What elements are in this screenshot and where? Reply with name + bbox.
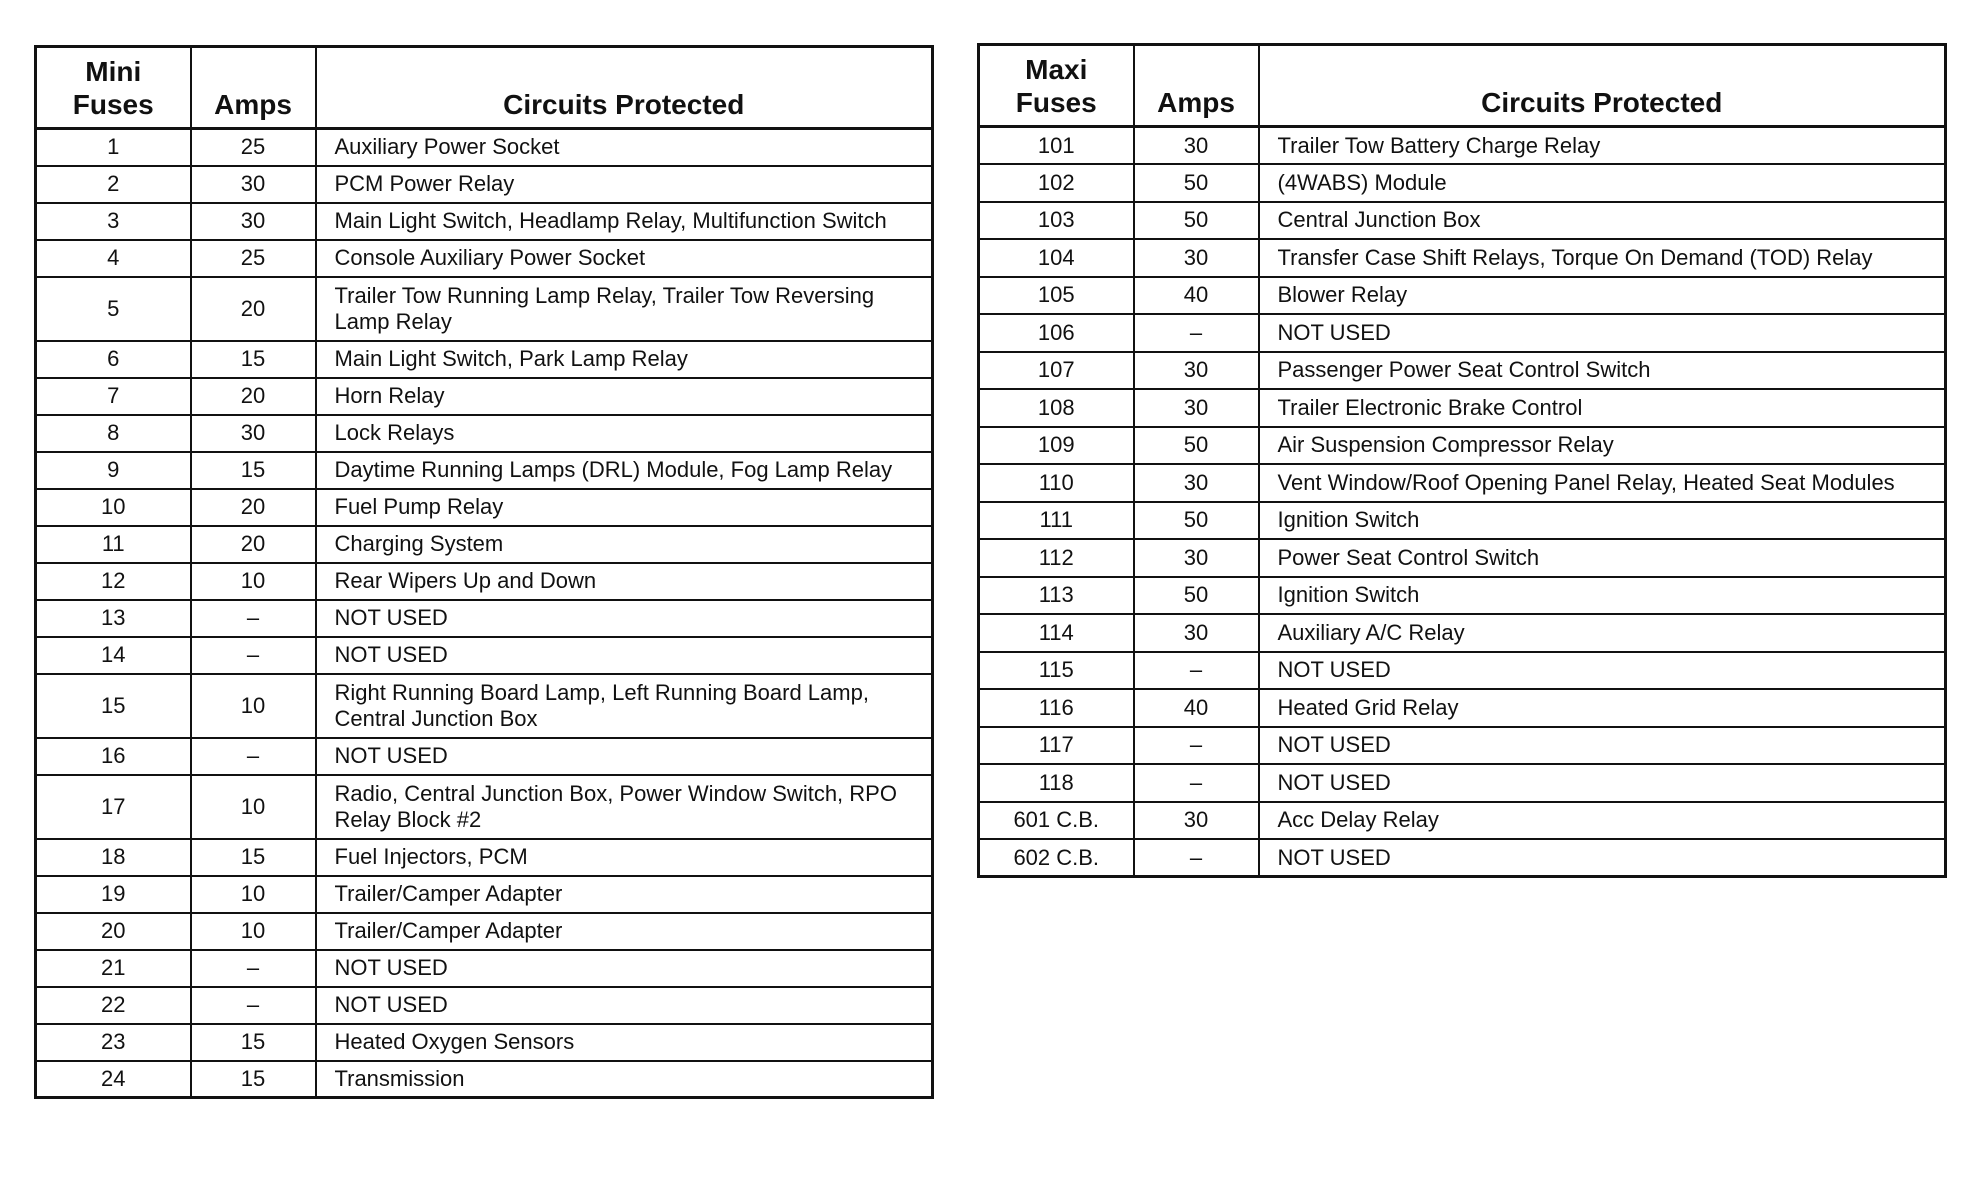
fuse-number-cell: 21	[36, 950, 191, 987]
amps-cell: 10	[191, 674, 316, 738]
amps-cell: –	[191, 950, 316, 987]
amps-cell: –	[191, 987, 316, 1024]
table-row	[979, 164, 1946, 202]
amps-cell: –	[1134, 314, 1259, 352]
fuse-number-cell: 11	[36, 526, 191, 563]
amps-cell: –	[191, 738, 316, 775]
table-row	[979, 764, 1946, 802]
table-row	[979, 202, 1946, 240]
table-row	[36, 876, 933, 913]
circuit-cell: Fuel Pump Relay	[316, 489, 933, 526]
amps-cell: –	[191, 637, 316, 674]
fuse-number-cell: 4	[36, 240, 191, 277]
circuit-cell: NOT USED	[316, 738, 933, 775]
table-row	[36, 839, 933, 876]
amps-cell: 10	[191, 876, 316, 913]
circuit-cell: Trailer/Camper Adapter	[316, 876, 933, 913]
fuse-number-cell: 112	[979, 539, 1134, 577]
fuse-number-cell: 116	[979, 689, 1134, 727]
amps-cell: 30	[1134, 239, 1259, 277]
fuse-number-cell: 106	[979, 314, 1134, 352]
table-row	[36, 166, 933, 203]
amps-cell: 30	[191, 203, 316, 240]
amps-cell: 10	[191, 563, 316, 600]
fuse-number-cell: 18	[36, 839, 191, 876]
amps-cell: 30	[1134, 389, 1259, 427]
amps-cell: 30	[191, 166, 316, 203]
fuse-number-cell: 23	[36, 1024, 191, 1061]
fuse-number-cell: 24	[36, 1061, 191, 1098]
column-header-fuses: Mini Fuses	[36, 47, 191, 129]
fuse-number-cell: 6	[36, 341, 191, 378]
fuse-number-cell: 14	[36, 637, 191, 674]
table-row	[36, 563, 933, 600]
circuit-cell: NOT USED	[316, 950, 933, 987]
table-row	[36, 637, 933, 674]
table-row	[979, 427, 1946, 465]
table-row	[979, 614, 1946, 652]
fuse-number-cell: 601 C.B.	[979, 802, 1134, 840]
column-header-fuses: Maxi Fuses	[979, 45, 1134, 127]
circuit-cell: Transmission	[316, 1061, 933, 1098]
circuit-cell: Trailer Electronic Brake Control	[1259, 389, 1946, 427]
table-row	[36, 452, 933, 489]
table-row	[979, 127, 1946, 165]
circuit-cell: Ignition Switch	[1259, 577, 1946, 615]
amps-cell: 30	[1134, 127, 1259, 165]
circuit-cell: (4WABS) Module	[1259, 164, 1946, 202]
fuse-number-cell: 107	[979, 352, 1134, 390]
amps-cell: 20	[191, 526, 316, 563]
circuit-cell: Power Seat Control Switch	[1259, 539, 1946, 577]
table-row	[36, 378, 933, 415]
circuit-cell: Trailer/Camper Adapter	[316, 913, 933, 950]
table-row	[979, 689, 1946, 727]
circuit-cell: Right Running Board Lamp, Left Running Board Lamp, Central Junction Box	[316, 674, 933, 738]
table-row	[36, 674, 933, 738]
amps-cell: 30	[1134, 802, 1259, 840]
table-row	[36, 775, 933, 839]
table-row	[979, 839, 1946, 877]
amps-cell: 50	[1134, 427, 1259, 465]
circuit-cell: Trailer Tow Running Lamp Relay, Trailer Tow Reversing Lamp Relay	[316, 277, 933, 341]
table-header-row	[36, 47, 933, 129]
table-row	[36, 277, 933, 341]
column-header-circuits: Circuits Protected	[1259, 45, 1946, 127]
table-row	[36, 950, 933, 987]
table-header-row	[979, 45, 1946, 127]
amps-cell: 30	[1134, 352, 1259, 390]
amps-cell: –	[1134, 727, 1259, 765]
amps-cell: 25	[191, 240, 316, 277]
table-row	[36, 1024, 933, 1061]
amps-cell: 40	[1134, 277, 1259, 315]
circuit-cell: Air Suspension Compressor Relay	[1259, 427, 1946, 465]
fuse-number-cell: 108	[979, 389, 1134, 427]
fuse-number-cell: 7	[36, 378, 191, 415]
table-row	[36, 489, 933, 526]
table-row	[979, 577, 1946, 615]
circuit-cell: Charging System	[316, 526, 933, 563]
fuse-number-cell: 10	[36, 489, 191, 526]
table-row	[36, 738, 933, 775]
circuit-cell: Heated Grid Relay	[1259, 689, 1946, 727]
table-row	[979, 802, 1946, 840]
circuit-cell: Horn Relay	[316, 378, 933, 415]
table-row	[36, 203, 933, 240]
circuit-cell: Main Light Switch, Park Lamp Relay	[316, 341, 933, 378]
circuit-cell: NOT USED	[1259, 764, 1946, 802]
fuse-number-cell: 109	[979, 427, 1134, 465]
fuse-number-cell: 104	[979, 239, 1134, 277]
table-row	[979, 389, 1946, 427]
column-header-amps: Amps	[191, 47, 316, 129]
circuit-cell: Auxiliary A/C Relay	[1259, 614, 1946, 652]
amps-cell: 50	[1134, 502, 1259, 540]
table-row	[36, 415, 933, 452]
circuit-cell: Daytime Running Lamps (DRL) Module, Fog Lamp Relay	[316, 452, 933, 489]
fuse-number-cell: 20	[36, 913, 191, 950]
amps-cell: 40	[1134, 689, 1259, 727]
circuit-cell: Ignition Switch	[1259, 502, 1946, 540]
circuit-cell: NOT USED	[316, 987, 933, 1024]
table-row	[979, 652, 1946, 690]
circuit-cell: NOT USED	[1259, 727, 1946, 765]
amps-cell: 15	[191, 839, 316, 876]
amps-cell: 50	[1134, 577, 1259, 615]
fuse-number-cell: 115	[979, 652, 1134, 690]
amps-cell: –	[1134, 764, 1259, 802]
circuit-cell: Transfer Case Shift Relays, Torque On Demand (TOD) Relay	[1259, 239, 1946, 277]
table-row	[979, 539, 1946, 577]
fuse-number-cell: 102	[979, 164, 1134, 202]
amps-cell: 30	[1134, 464, 1259, 502]
amps-cell: –	[1134, 652, 1259, 690]
circuit-cell: NOT USED	[1259, 652, 1946, 690]
amps-cell: 30	[1134, 539, 1259, 577]
fuse-number-cell: 3	[36, 203, 191, 240]
fuse-number-cell: 19	[36, 876, 191, 913]
amps-cell: 10	[191, 775, 316, 839]
fuse-number-cell: 15	[36, 674, 191, 738]
circuit-cell: Main Light Switch, Headlamp Relay, Multifunction Switch	[316, 203, 933, 240]
table-row	[979, 502, 1946, 540]
column-header-circuits: Circuits Protected	[316, 47, 933, 129]
fuse-number-cell: 16	[36, 738, 191, 775]
table-row	[979, 727, 1946, 765]
circuit-cell: Auxiliary Power Socket	[316, 129, 933, 166]
table-row	[36, 600, 933, 637]
circuit-cell: Vent Window/Roof Opening Panel Relay, Heated Seat Modules	[1259, 464, 1946, 502]
circuit-cell: Trailer Tow Battery Charge Relay	[1259, 127, 1946, 165]
fuse-number-cell: 114	[979, 614, 1134, 652]
amps-cell: 20	[191, 489, 316, 526]
amps-cell: 30	[1134, 614, 1259, 652]
table-row	[36, 240, 933, 277]
amps-cell: 15	[191, 452, 316, 489]
table-row	[979, 464, 1946, 502]
circuit-cell: NOT USED	[1259, 314, 1946, 352]
circuit-cell: Lock Relays	[316, 415, 933, 452]
amps-cell: 15	[191, 1061, 316, 1098]
circuit-cell: Console Auxiliary Power Socket	[316, 240, 933, 277]
amps-cell: 50	[1134, 202, 1259, 240]
amps-cell: 20	[191, 277, 316, 341]
amps-cell: –	[191, 600, 316, 637]
circuit-cell: Heated Oxygen Sensors	[316, 1024, 933, 1061]
table-row	[979, 352, 1946, 390]
amps-cell: 50	[1134, 164, 1259, 202]
fuse-number-cell: 9	[36, 452, 191, 489]
fuse-number-cell: 118	[979, 764, 1134, 802]
fuse-number-cell: 105	[979, 277, 1134, 315]
fuse-number-cell: 5	[36, 277, 191, 341]
amps-cell: 20	[191, 378, 316, 415]
table-row	[979, 314, 1946, 352]
amps-cell: 30	[191, 415, 316, 452]
fuse-number-cell: 117	[979, 727, 1134, 765]
amps-cell: 15	[191, 341, 316, 378]
fuse-number-cell: 12	[36, 563, 191, 600]
circuit-cell: Blower Relay	[1259, 277, 1946, 315]
fuse-number-cell: 111	[979, 502, 1134, 540]
fuse-number-cell: 2	[36, 166, 191, 203]
circuit-cell: Radio, Central Junction Box, Power Window Switch, RPO Relay Block #2	[316, 775, 933, 839]
amps-cell: –	[1134, 839, 1259, 877]
circuit-cell: NOT USED	[1259, 839, 1946, 877]
table-row	[36, 913, 933, 950]
circuit-cell: NOT USED	[316, 600, 933, 637]
amps-cell: 10	[191, 913, 316, 950]
amps-cell: 25	[191, 129, 316, 166]
table-row	[979, 277, 1946, 315]
table-row	[979, 239, 1946, 277]
fuse-number-cell: 110	[979, 464, 1134, 502]
maxi-fuse-table	[977, 43, 1947, 878]
circuit-cell: Fuel Injectors, PCM	[316, 839, 933, 876]
circuit-cell: Rear Wipers Up and Down	[316, 563, 933, 600]
circuit-cell: Central Junction Box	[1259, 202, 1946, 240]
table-row	[36, 526, 933, 563]
circuit-cell: NOT USED	[316, 637, 933, 674]
column-header-amps: Amps	[1134, 45, 1259, 127]
fuse-number-cell: 1	[36, 129, 191, 166]
fuse-number-cell: 13	[36, 600, 191, 637]
fuse-number-cell: 113	[979, 577, 1134, 615]
fuse-number-cell: 17	[36, 775, 191, 839]
fuse-number-cell: 103	[979, 202, 1134, 240]
table-row	[36, 1061, 933, 1098]
mini-fuse-table	[34, 45, 934, 1099]
table-row	[36, 341, 933, 378]
circuit-cell: Passenger Power Seat Control Switch	[1259, 352, 1946, 390]
fuse-number-cell: 602 C.B.	[979, 839, 1134, 877]
circuit-cell: PCM Power Relay	[316, 166, 933, 203]
fuse-number-cell: 101	[979, 127, 1134, 165]
amps-cell: 15	[191, 1024, 316, 1061]
fuse-number-cell: 8	[36, 415, 191, 452]
table-row	[36, 129, 933, 166]
table-row	[36, 987, 933, 1024]
fuse-number-cell: 22	[36, 987, 191, 1024]
circuit-cell: Acc Delay Relay	[1259, 802, 1946, 840]
